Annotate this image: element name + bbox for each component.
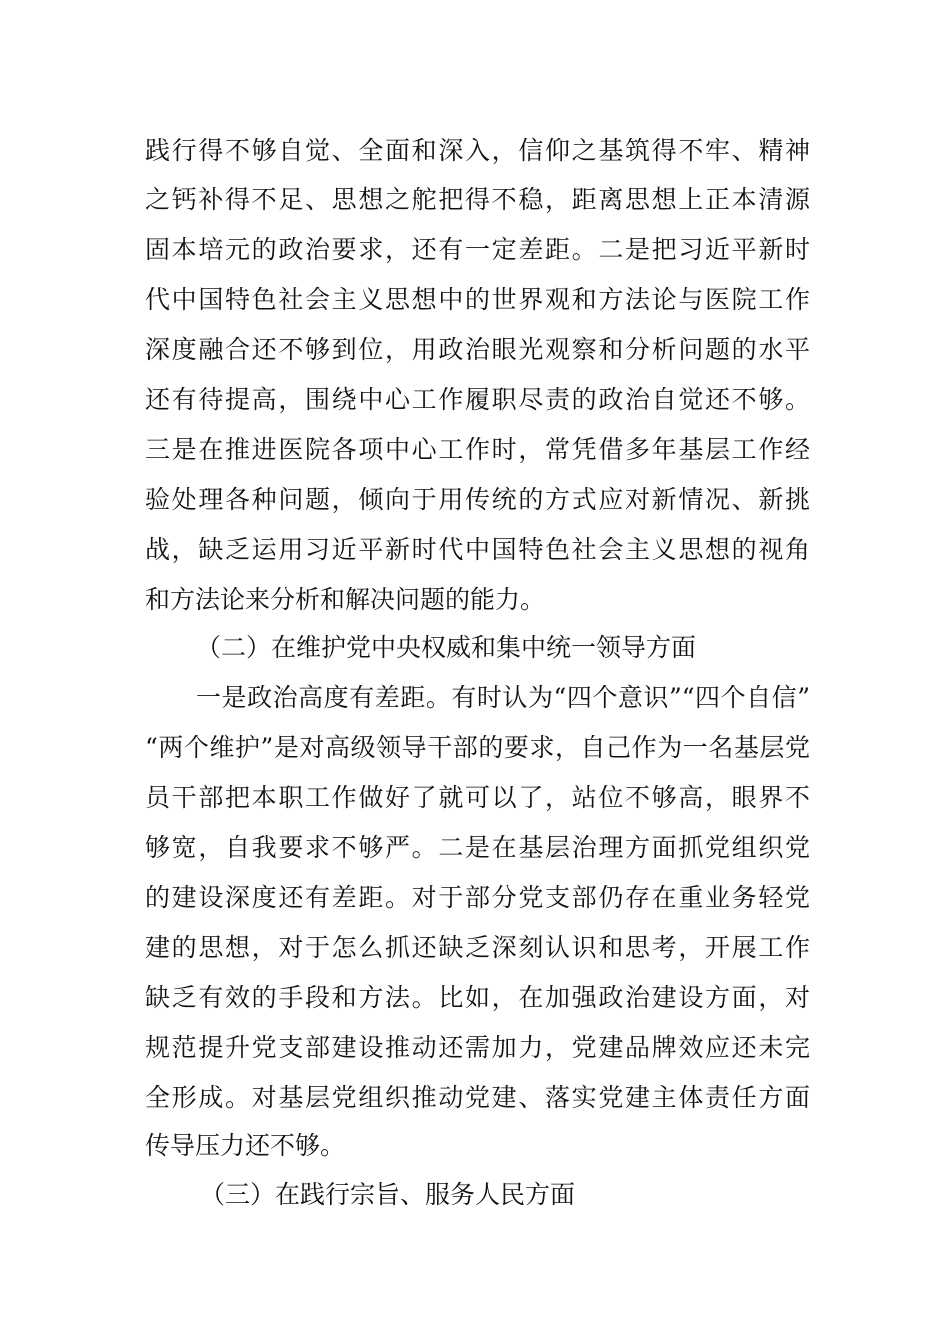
paragraph-2-line: 缺乏有效的手段和方法。比如，在加强政治建设方面，对 xyxy=(145,983,810,1012)
paragraph-1-line: 深度融合还不够到位，用政治眼光观察和分析问题的水平 xyxy=(145,335,810,364)
paragraph-2-line: 建的思想，对于怎么抓还缺乏深刻认识和思考，开展工作 xyxy=(145,933,810,962)
paragraph-2-line: 够宽，自我要求不够严。二是在基层治理方面抓党组织党 xyxy=(145,833,810,862)
paragraph-2-line: 的建设深度还有差距。对于部分党支部仍存在重业务轻党 xyxy=(145,883,810,912)
paragraph-1-line: 之钙补得不足、思想之舵把得不稳，距离思想上正本清源 xyxy=(145,185,810,214)
paragraph-2-line: 全形成。对基层党组织推动党建、落实党建主体责任方面 xyxy=(145,1083,810,1112)
paragraph-2-line: 传导压力还不够。 xyxy=(145,1131,346,1160)
paragraph-1-line: 践行得不够自觉、全面和深入，信仰之基筑得不牢、精神 xyxy=(145,136,810,165)
paragraph-1-line: 代中国特色社会主义思想中的世界观和方法论与医院工作 xyxy=(145,285,810,314)
section-heading-3: （三）在践行宗旨、服务人民方面 xyxy=(200,1180,576,1209)
paragraph-1-line: 固本培元的政治要求，还有一定差距。二是把习近平新时 xyxy=(145,235,810,264)
paragraph-2-line: 员干部把本职工作做好了就可以了，站位不够高，眼界不 xyxy=(145,783,810,812)
paragraph-1-line: 和方法论来分析和解决问题的能力。 xyxy=(145,585,546,614)
paragraph-1-line: 还有待提高，围绕中心工作履职尽责的政治自觉还不够。 xyxy=(145,385,810,414)
section-heading-2: （二）在维护党中央权威和集中统一领导方面 xyxy=(196,633,697,662)
paragraph-2-line: “两个维护”是对高级领导干部的要求，自己作为一名基层党 xyxy=(145,733,810,762)
paragraph-2-line: 规范提升党支部建设推动还需加力，党建品牌效应还未完 xyxy=(145,1033,810,1062)
paragraph-1-line: 验处理各种问题，倾向于用传统的方式应对新情况、新挑 xyxy=(145,485,810,514)
paragraph-1-line: 三是在推进医院各项中心工作时，常凭借多年基层工作经 xyxy=(145,435,810,464)
paragraph-1-line: 战，缺乏运用习近平新时代中国特色社会主义思想的视角 xyxy=(145,535,810,564)
paragraph-2-line: 一是政治高度有差距。有时认为“四个意识”“四个自信” xyxy=(196,683,810,712)
